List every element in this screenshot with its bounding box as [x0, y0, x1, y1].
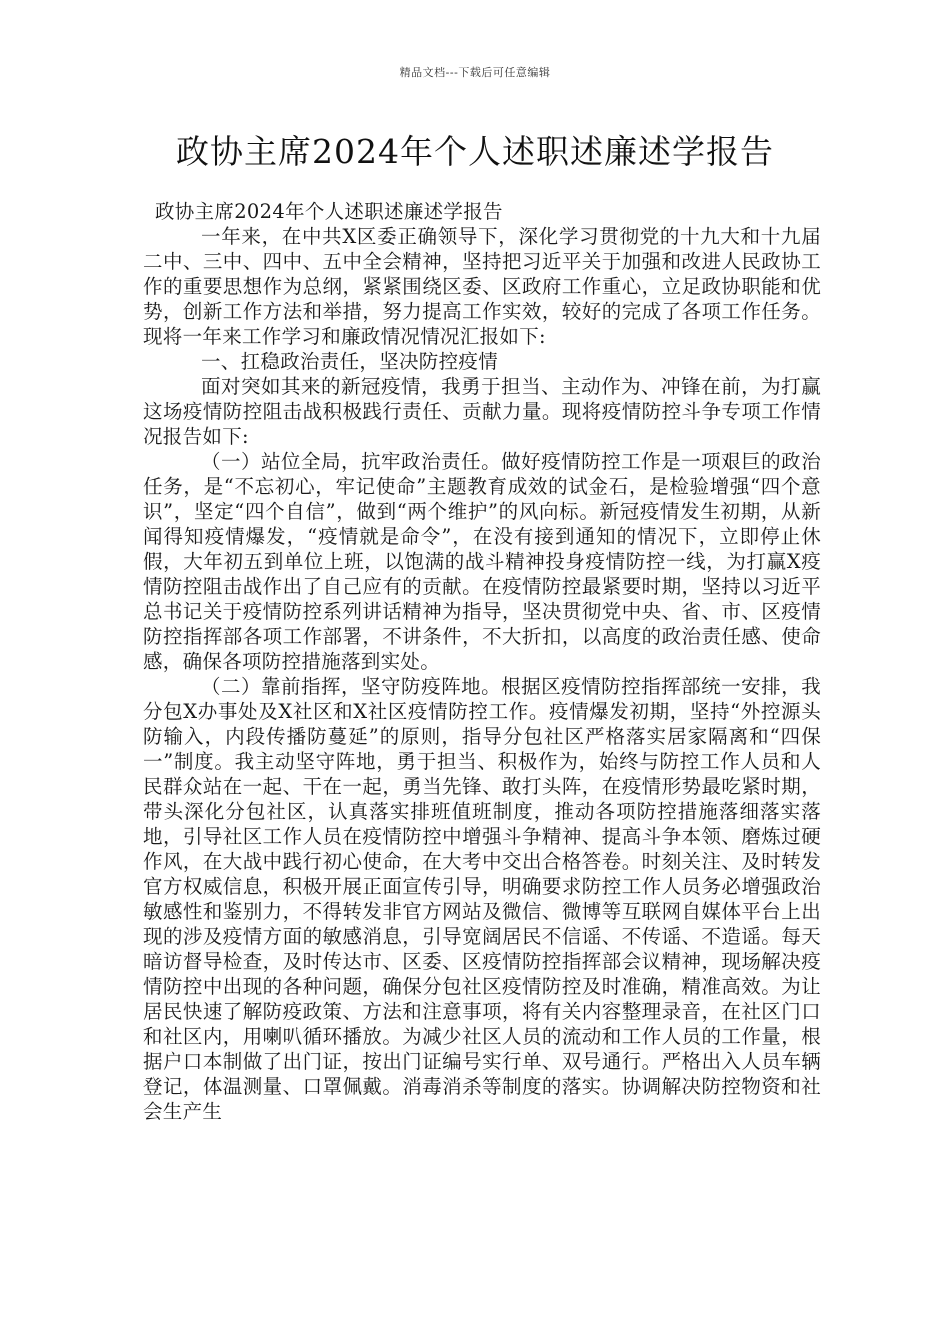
document-title: 政协主席2024年个人述职述廉述学报告: [176, 132, 774, 171]
paragraph-intro: 一年来，在中共X区委正确领导下，深化学习贯彻党的十九大和十九届二中、三中、四中、五中全会精神，坚持把习近平关于加强和改进人民政协工作的重要思想作为总纲，紧紧围绕区委、区政府工作重心，立足政协职能和优势，创新工作方法和举措，努力提高工作实效，较好的完成了各项工作任务。现将一年来工作学习和廉政情况情况汇报如下:: [143, 225, 821, 348]
section-heading-1: 一、扛稳政治责任，坚决防控疫情: [201, 350, 499, 373]
page-header-note: 精品文档---下载后可任意编辑: [399, 66, 551, 79]
paragraph-epidemic-overview: 面对突如其来的新冠疫情，我勇于担当、主动作为、冲锋在前，为打赢这场疫情防控阻击战积极践行责任、贡献力量。现将疫情防控斗争专项工作情况报告如下:: [143, 375, 821, 448]
paragraph-subsection-2: （二）靠前指挥，坚守防疫阵地。根据区疫情防控指挥部统一安排，我分包X办事处及X社区和X社区疫情防控工作。疫情爆发初期，坚持“外控源头防输入，内段传播防蔓延”的原则，指导分包社区严格落实居家隔离和“四保一”制度。我主动坚守阵地，勇于担当、积极作为，始终与防控工作人员和人民群众站在一起、干在一起，勇当先锋、敢打头阵，在疫情形势最吃紧时期，带头深化分包社区，认真落实排班值班制度，推动各项防控措施落细落实落地，引导社区工作人员在疫情防控中增强斗争精神、提高斗争本领、磨炼过硬作风，在大战中践行初心使命，在大考中交出合格答卷。时刻关注、及时转发官方权威信息，积极开展正面宣传引导，明确要求防控工作人员务必增强政治敏感性和鉴别力，不得转发非官方网站及微信、微博等互联网自媒体平台上出现的涉及疫情方面的敏感消息，引导宽阔居民不信谣、不传谣、不造谣。每天暗访督导检查，及时传达市、区委、区疫情防控指挥部会议精神，现场解决疫情防控中出现的各种问题，确保分包社区疫情防控及时准确，精准高效。为让居民快速了解防疫政策、方法和注意事项，将有关内容整理录音，在社区门口和社区内，用喇叭循环播放。为减少社区人员的流动和工作人员的工作量，根据户口本制做了出门证，按出门证编号实行单、双号通行。严格出入人员车辆登记，体温测量、口罩佩戴。消毒消杀等制度的落实。协调解决防控物资和社会生产生: [143, 675, 821, 1123]
paragraph-subsection-1: （一）站位全局，抗牢政治责任。做好疫情防控工作是一项艰巨的政治任务，是“不忘初心，牢记使命”主题教育成效的试金石，是检验增强“四个意识”，坚定“四个自信”，做到“两个维护”的风向标。新冠疫情发生初期，从新闻得知疫情爆发，“疫情就是命令”，在没有接到通知的情况下，立即停止休假，大年初五到单位上班，以饱满的战斗精神投身疫情防控一线，为打赢X疫情防控阻击战作出了自己应有的贡献。在疫情防控最紧要时期，坚持以习近平总书记关于疫情防控系列讲话精神为指导，坚决贯彻党中央、省、市、区疫情防控指挥部各项工作部署，不讲条件，不大折扣，以高度的政治责任感、使命感，确保各项防控措施落到实处。: [143, 450, 821, 673]
document-body: [143, 199, 821, 1124]
document-subtitle: 政协主席2024年个人述职述廉述学报告: [155, 200, 503, 223]
